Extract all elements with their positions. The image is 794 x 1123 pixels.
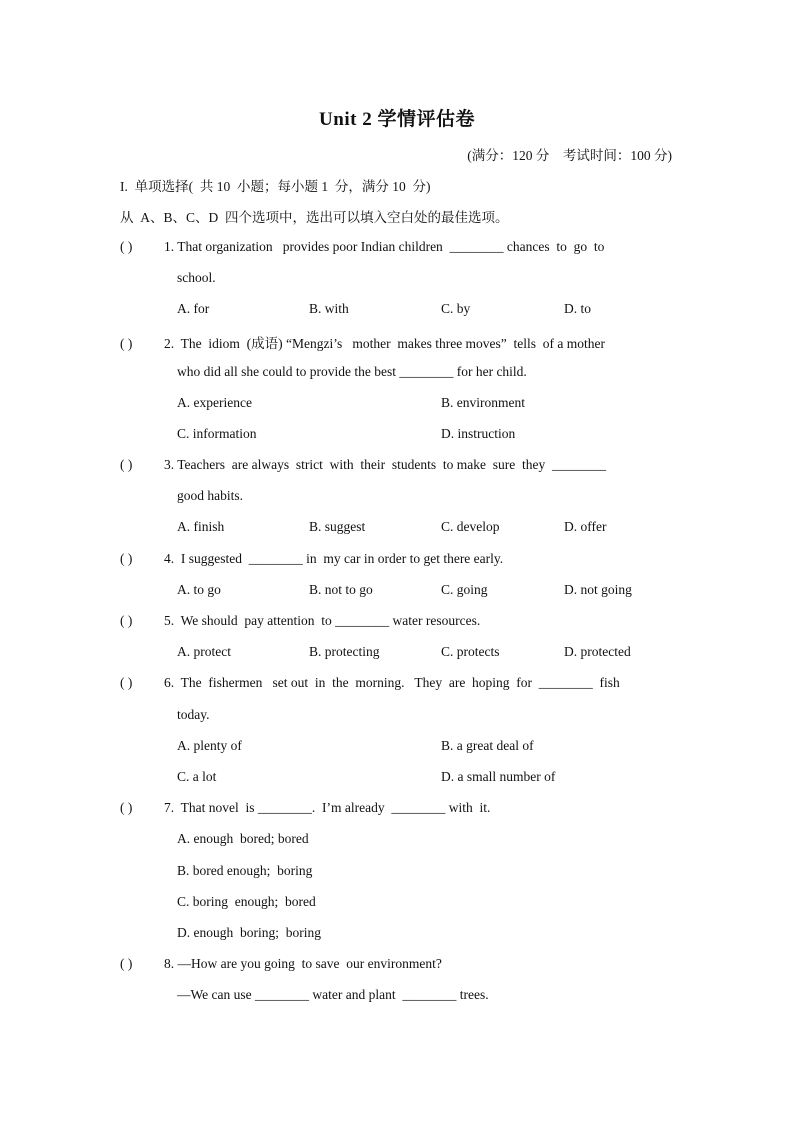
option-b: B. with <box>309 301 349 316</box>
option-b: B. not to go <box>309 582 373 597</box>
option-a: A. protect <box>177 644 231 659</box>
question-stem: 7. That novel is ________. I’m already ________ with it. <box>164 800 491 815</box>
option-b: B. a great deal of <box>441 738 534 753</box>
question-stem: 3. Teachers are always strict with their students to make sure they ________ <box>164 457 606 472</box>
option-d: D. not going <box>564 582 632 597</box>
page-title: Unit 2 学情评估卷 <box>319 109 475 130</box>
option-d: D. enough boring; boring <box>177 925 321 940</box>
answer-blank[interactable]: ( ) <box>120 239 133 254</box>
option-c: C. a lot <box>177 769 217 784</box>
question-stem: 1. That organization provides poor Indian children ________ chances to go to <box>164 239 605 254</box>
question-1 <box>120 239 675 255</box>
question-stem: 5. We should pay attention to ________ water resources. <box>164 613 481 628</box>
option-c: C. develop <box>441 519 500 534</box>
option-c: C. boring enough; bored <box>177 894 316 909</box>
answer-blank[interactable]: ( ) <box>120 800 133 815</box>
question-stem: 8. —How are you going to save our environment? <box>164 956 442 971</box>
question-4 <box>120 551 675 567</box>
option-a: A. for <box>177 301 210 316</box>
option-a: A. plenty of <box>177 738 242 753</box>
option-d: D. protected <box>564 644 631 659</box>
answer-blank[interactable]: ( ) <box>120 956 133 971</box>
section-heading: I. 单项选择( 共 10 小题；每小题 1 分，满分 10 分) <box>120 179 431 194</box>
question-7 <box>120 800 675 816</box>
option-c: C. by <box>441 301 471 316</box>
answer-blank[interactable]: ( ) <box>120 336 133 351</box>
option-d: D. instruction <box>441 426 516 441</box>
option-d: D. to <box>564 301 591 316</box>
question-continuation: —We can use ________ water and plant ________ trees. <box>177 987 489 1002</box>
question-6 <box>120 675 675 691</box>
option-c: C. protects <box>441 644 500 659</box>
option-d: D. a small number of <box>441 769 556 784</box>
answer-blank[interactable]: ( ) <box>120 457 133 472</box>
option-c: C. information <box>177 426 257 441</box>
option-d: D. offer <box>564 519 607 534</box>
answer-blank[interactable]: ( ) <box>120 551 133 566</box>
option-a: A. to go <box>177 582 221 597</box>
question-continuation: today. <box>177 707 210 722</box>
answer-blank[interactable]: ( ) <box>120 675 133 690</box>
option-c: C. going <box>441 582 488 597</box>
score-time-info: (满分：120 分 考试时间：100 分) <box>467 148 672 163</box>
option-b: B. bored enough; boring <box>177 863 313 878</box>
question-3 <box>120 457 675 473</box>
option-b: B. protecting <box>309 644 380 659</box>
option-a: A. experience <box>177 395 252 410</box>
question-2 <box>120 332 675 352</box>
option-a: A. finish <box>177 519 225 534</box>
question-continuation: who did all she could to provide the best ________ for her child. <box>177 364 527 379</box>
option-b: B. environment <box>441 395 525 410</box>
question-stem: 6. The fishermen set out in the morning. They are hoping for ________ fish <box>164 675 620 690</box>
option-b: B. suggest <box>309 519 366 534</box>
question-stem: 4. I suggested ________ in my car in order to get there early. <box>164 551 504 566</box>
question-5 <box>120 613 675 629</box>
question-stem: 2. The idiom (成语) “Mengzi’s mother makes three moves” tells of a mother <box>164 336 606 351</box>
question-continuation: good habits. <box>177 488 243 503</box>
answer-blank[interactable]: ( ) <box>120 613 133 628</box>
question-continuation: school. <box>177 270 216 285</box>
question-8 <box>120 956 675 972</box>
option-a: A. enough bored; bored <box>177 831 309 846</box>
section-instruction: 从 A、B、C、D 四个选项中，选出可以填入空白处的最佳选项。 <box>120 210 509 225</box>
